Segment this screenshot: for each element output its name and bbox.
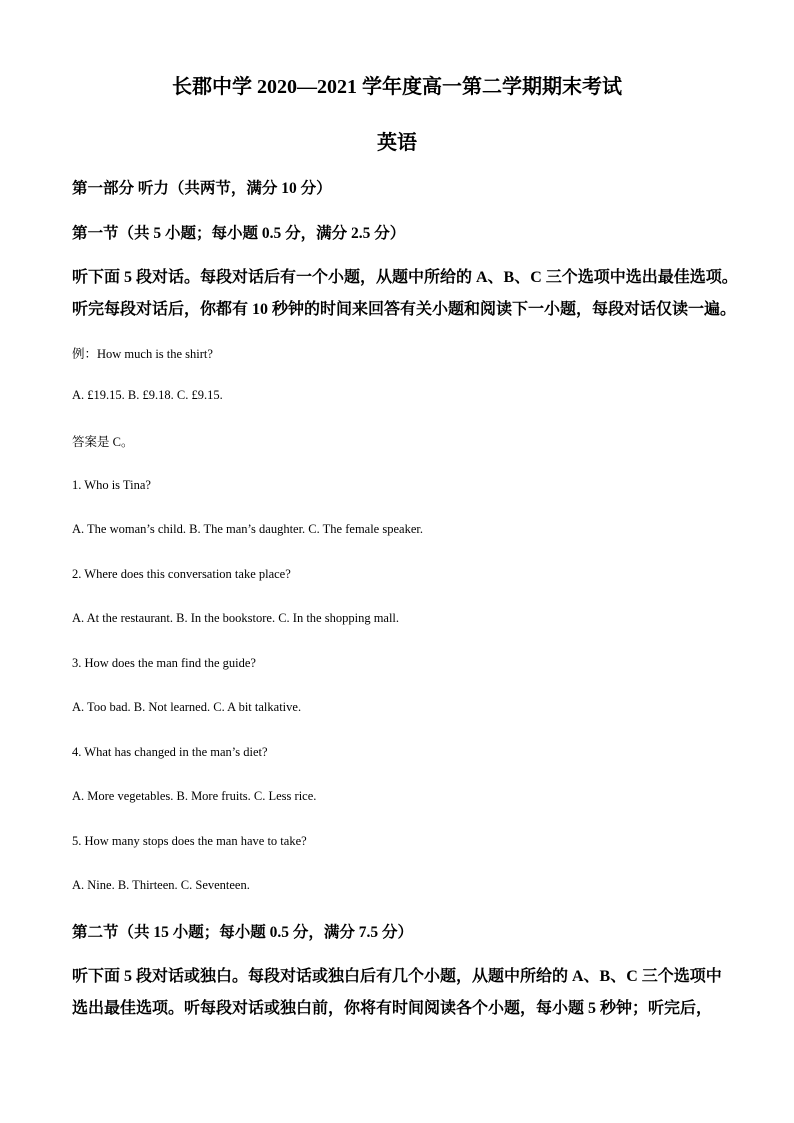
question-3: 3. How does the man find the guide? xyxy=(72,656,256,670)
question-4: 4. What has changed in the man’s diet? xyxy=(72,745,268,759)
question-3-options: A. Too bad. B. Not learned. C. A bit talkative. xyxy=(72,700,302,714)
exam-title: 长郡中学 2020—2021 学年度高一第二学期期末考试 xyxy=(172,76,622,98)
section2-instructions-line1: 听下面 5 段对话或独白。每段对话或独白后有几个小题，从题中所给的 A、B、C 三个选项中 xyxy=(72,968,722,985)
section2-heading: 第二节（共 15 小题；每小题 0.5 分，满分 7.5 分） xyxy=(72,924,414,941)
question-4-options: A. More vegetables. B. More fruits. C. Less rice. xyxy=(72,789,317,803)
section1-instructions-line2: 听完每段对话后，你都有 10 秒钟的时间来回答有关小题和阅读下一小题，每段对话仅读一遍。 xyxy=(72,301,737,318)
question-2: 2. Where does this conversation take place? xyxy=(72,567,291,581)
subject-title: 英语 xyxy=(377,132,417,154)
example-answer: 答案是 C。 xyxy=(72,435,134,449)
question-5: 5. How many stops does the man have to take? xyxy=(72,834,307,848)
example-question: 例：How much is the shirt? xyxy=(72,347,213,361)
question-1: 1. Who is Tina? xyxy=(72,478,151,492)
question-2-options: A. At the restaurant. B. In the bookstore. C. In the shopping mall. xyxy=(72,611,400,625)
part1-heading: 第一部分 听力（共两节，满分 10 分） xyxy=(72,180,332,197)
section2-instructions-line2: 选出最佳选项。听每段对话或独白前，你将有时间阅读各个小题，每小题 5 秒钟；听完后， xyxy=(72,1000,713,1017)
question-1-options: A. The woman’s child. B. The man’s daughter. C. The female speaker. xyxy=(72,522,423,536)
section1-instructions-line1: 听下面 5 段对话。每段对话后有一个小题，从题中所给的 A、B、C 三个选项中选出最佳选项。 xyxy=(72,269,738,286)
question-5-options: A. Nine. B. Thirteen. C. Seventeen. xyxy=(72,878,250,892)
section1-heading: 第一节（共 5 小题；每小题 0.5 分，满分 2.5 分） xyxy=(72,225,406,242)
example-options: A. £19.15. B. £9.18. C. £9.15. xyxy=(72,388,223,402)
